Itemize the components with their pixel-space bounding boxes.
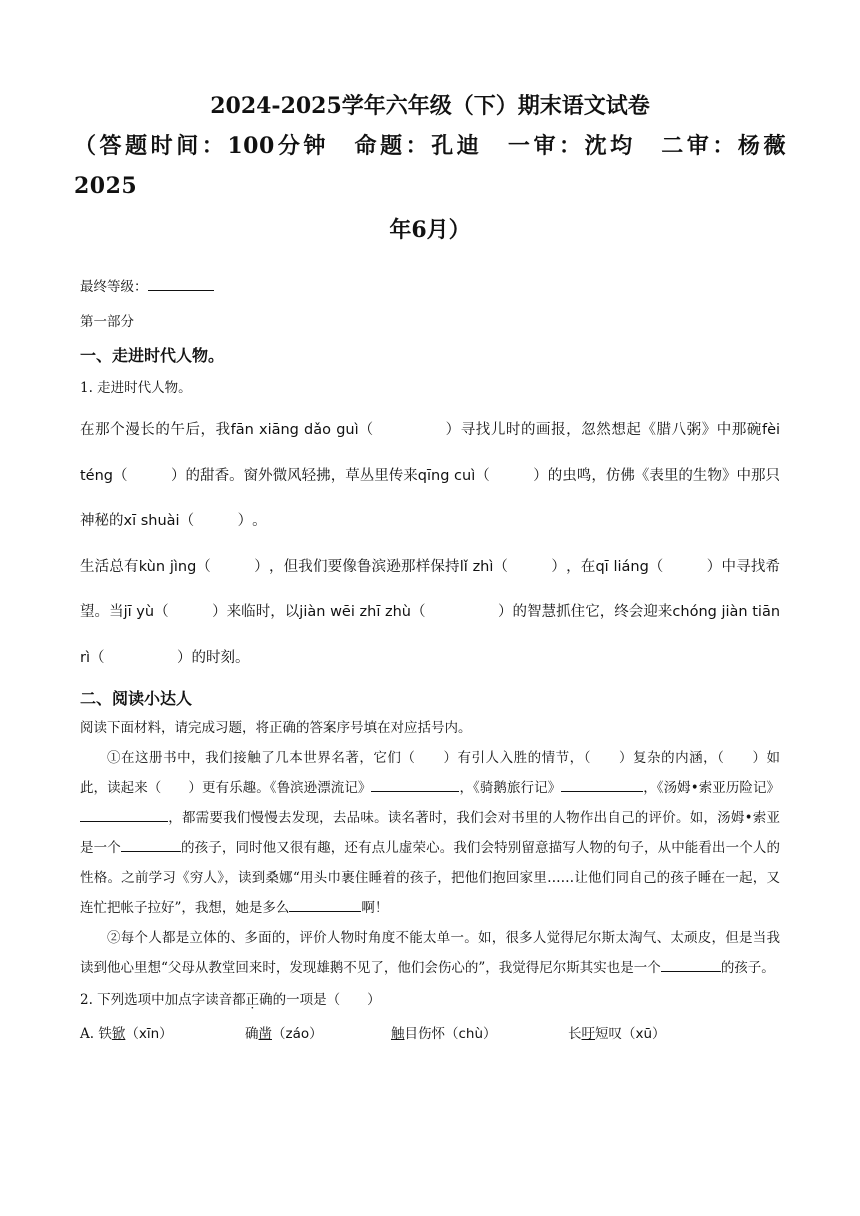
option-label: A. [80, 1026, 99, 1042]
text: ，但我们要像鲁滨逊那样保持 [268, 558, 460, 575]
underlined-char: 触 [391, 1026, 405, 1042]
text: ，《汤姆•索亚历险记》 [643, 780, 781, 796]
part-label: 第一部分 [80, 314, 134, 330]
text: 啊！ [361, 900, 389, 916]
text: 目伤怀 [404, 1026, 445, 1042]
answer-blank[interactable]: （ ） [154, 604, 227, 620]
text: 的时刻。 [191, 649, 250, 666]
question1-label: 1. 走进时代人物。 [80, 380, 192, 396]
text: 在那个漫长的午后，我 [80, 422, 231, 438]
pinyin: jī yù [123, 604, 155, 620]
text: 2. 下列选项中加点字读音 [80, 992, 233, 1008]
exam-title: 2024-2025学年六年级（下）期末语文试卷 [210, 93, 650, 119]
pinyin-paragraph-2 [80, 545, 780, 682]
fill-blank[interactable] [661, 956, 721, 972]
exam-meta-line: （答题时间：100分钟 命题：孔迪 一审：沈均 二审：杨薇 2025 [74, 133, 809, 199]
option-a-item-3[interactable] [391, 1023, 568, 1045]
answer-blank[interactable]: （ ） [648, 558, 722, 575]
answer-blank[interactable]: （ ） [90, 649, 192, 666]
text: 的一项是（ ） [272, 992, 381, 1008]
question2-options [80, 1023, 780, 1045]
underlined-char: 凿 [258, 1026, 272, 1042]
text: 铁 [98, 1026, 112, 1042]
passage-paragraph-2 [80, 923, 780, 983]
answer-blank[interactable]: （ ） [113, 467, 186, 484]
pinyin: chóng jiàn tiān rì [80, 604, 781, 666]
section2-title: 二、阅读小达人 [80, 689, 193, 708]
passage-paragraph-1 [80, 743, 780, 923]
underlined-char: 锨 [111, 1026, 126, 1042]
fill-blank[interactable] [371, 776, 459, 792]
option-a-item-1[interactable] [80, 1023, 245, 1045]
text: ，《骑鹅旅行记》 [459, 780, 562, 796]
text: 。 [252, 513, 267, 529]
text: 来临时，以 [226, 604, 300, 620]
answer-blank[interactable]: （ ） [411, 604, 513, 620]
text: ②每个人都是立体的、多面的，评价人物时角度不能太单一。如，很多人觉得尼尔斯太淘气、太顽皮，但是当我读到他心里想“父母从教堂回来时，发现雄鹅不见了，他们会伤心的”，我觉得尼尔斯其实也是一个 [80, 930, 780, 976]
pinyin: qīng cuì [417, 467, 476, 484]
text: 中寻找希望。当 [80, 558, 780, 620]
pinyin: lǐ zhì [459, 558, 494, 575]
fill-blank[interactable] [80, 806, 168, 822]
text: ，都需要我们慢慢去发现，去品味。读名著时，我们会对书里的人物作出自己的评价。如，汤姆•索亚是一个 [80, 810, 780, 856]
text: ，在 [565, 558, 596, 575]
text: 短叹 [595, 1026, 622, 1042]
final-grade-label: 最终等级： [80, 279, 148, 295]
text: 的孩子。 [720, 960, 775, 976]
answer-blank[interactable]: （ ） [179, 513, 253, 529]
exam-meta-line-end: 年6月） [389, 217, 471, 243]
answer-blank[interactable]: （ ） [475, 467, 548, 484]
text: 的孩子，同时他又很有趣，还有点儿虚荣心。我们会特别留意描写人物的句子，从中能看出一个人的性格。之前学习《穷人》，读到桑娜“用头巾裹住睡着的孩子，把他们抱回家里……让他们同自己的孩子睡在一起，又连忙把帐子拉好”，我想，她是多么 [80, 840, 781, 916]
pinyin: xī shuài [123, 513, 180, 529]
text: 的虫鸣，仿佛《表里的生物》中那只神秘的 [80, 467, 781, 529]
section2-instruction: 阅读下面材料，请完成习题，将正确的答案序号填在对应括号内。 [80, 720, 472, 736]
fill-blank[interactable] [121, 836, 181, 852]
pinyin: （xīn） [125, 1026, 173, 1042]
title-block [74, 0, 809, 250]
option-a-item-2[interactable] [245, 1023, 391, 1045]
dotted-text: 都正确 [232, 992, 273, 1008]
answer-blank[interactable]: （ ） [493, 558, 566, 575]
pinyin: （záo） [272, 1026, 323, 1042]
text: 确 [245, 1026, 259, 1042]
text: 寻找儿时的画报，忽然想起《腊八粥》中那碗 [460, 422, 762, 438]
fill-blank[interactable] [289, 896, 361, 912]
pinyin: fèi téng [80, 422, 781, 484]
pinyin: qī liáng [595, 558, 649, 575]
final-grade-blank[interactable] [148, 276, 214, 291]
pinyin-paragraph-1 [80, 408, 780, 545]
answer-blank[interactable]: （ ） [196, 558, 269, 575]
text: 的智慧抓住它，终会迎来 [512, 604, 673, 620]
text: 的甜香。窗外微风轻拂，草丛里传来 [185, 467, 418, 484]
final-grade-row [80, 276, 780, 297]
text: 生活总有 [80, 558, 139, 575]
pinyin: jiàn wēi zhī zhù [299, 604, 411, 620]
reading-passage [80, 743, 780, 983]
question2 [80, 989, 780, 1011]
text: ①在这册书中，我们接触了几本世界名著，它们（ ）有引人入胜的情节，（ ）复杂的内涵，（ ）如此，读起来（ ）更有乐趣。《鲁滨逊漂流记》 [80, 750, 780, 796]
underlined-char: 吁 [581, 1026, 595, 1042]
fill-blank[interactable] [561, 776, 643, 792]
option-a-item-4[interactable] [568, 1023, 666, 1045]
text: 长 [568, 1026, 582, 1042]
pinyin: kùn jìng [138, 558, 197, 575]
answer-blank[interactable]: （ ） [358, 422, 461, 438]
section1-title: 一、走进时代人物。 [80, 346, 225, 365]
pinyin: fān xiāng dǎo guì [230, 422, 359, 438]
pinyin: （xū） [622, 1026, 666, 1042]
pinyin: （chù） [445, 1026, 497, 1042]
